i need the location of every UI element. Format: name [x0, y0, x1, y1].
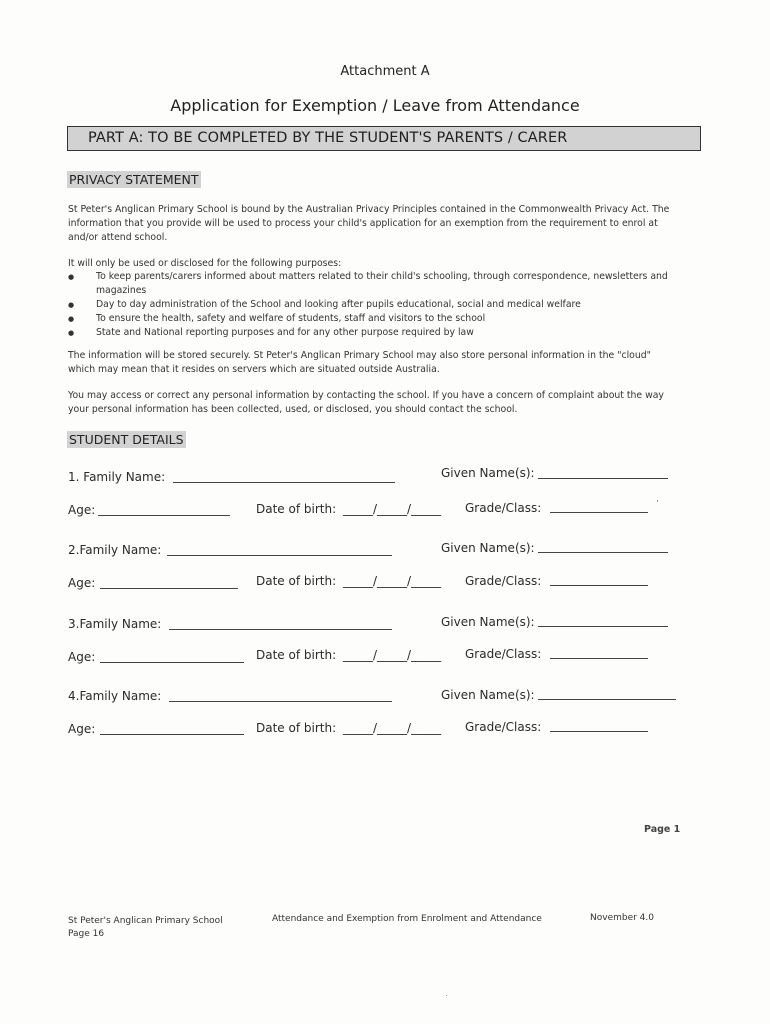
age-label: Age: — [68, 576, 96, 590]
access-text: You may access or correct any personal information by contacting the school. If you have a concern of complaint about the way your personal information has been collected, used, or disclosed, you should contact the school. — [68, 390, 664, 415]
part-a-banner — [67, 126, 701, 151]
family-name-label: 3.Family Name: — [68, 617, 162, 631]
footer-doc-title: Attendance and Exemption from Enrolment and Attendance — [272, 914, 542, 924]
purposes-list — [68, 270, 680, 340]
family-name-label: 4.Family Name: — [68, 689, 162, 703]
storage-statement — [68, 349, 680, 377]
dob-field[interactable]: _____/_____/_____ — [343, 648, 442, 662]
student-details-heading: STUDENT DETAILS — [69, 432, 184, 447]
grade-field[interactable] — [550, 585, 648, 586]
given-name-field[interactable] — [538, 478, 668, 479]
age-field[interactable] — [100, 662, 244, 663]
given-name-label: Given Name(s): — [441, 615, 535, 629]
purposes-intro-text: It will only be used or disclosed for the following purposes: — [68, 258, 342, 269]
family-name-field[interactable] — [169, 629, 392, 630]
part-a-label: PART A: TO BE COMPLETED BY THE STUDENT'S PARENTS / CARER — [88, 130, 568, 146]
family-name-label: 1. Family Name: — [68, 470, 166, 484]
document-title: Application for Exemption / Leave from Attendance — [170, 96, 580, 115]
scan-speck — [446, 995, 447, 996]
grade-field[interactable] — [550, 731, 648, 732]
family-name-label: 2.Family Name: — [68, 543, 162, 557]
grade-field[interactable] — [550, 658, 648, 659]
grade-field[interactable] — [550, 512, 648, 513]
dob-label: Date of birth: — [256, 574, 337, 588]
scan-speck — [657, 500, 658, 502]
age-field[interactable] — [100, 588, 238, 589]
family-name-field[interactable] — [173, 482, 395, 483]
list-item: ● To keep parents/carers informed about matters related to their child's schooling, through correspondence, newsletters and magazines — [68, 270, 680, 298]
privacy-intro — [68, 203, 680, 245]
given-name-field[interactable] — [538, 699, 676, 700]
family-name-field[interactable] — [167, 555, 392, 556]
storage-text: The information will be stored securely. St Peter's Anglican Primary School may also store personal information in the "cloud" which may mean that it resides on servers which are situated outside Australia. — [68, 350, 651, 375]
grade-label: Grade/Class: — [465, 574, 542, 588]
dob-label: Date of birth: — [256, 721, 337, 735]
footer-version: November 4.0 — [590, 913, 654, 923]
grade-label: Grade/Class: — [465, 720, 542, 734]
list-item: ● To ensure the health, safety and welfare of students, staff and visitors to the school — [68, 312, 680, 326]
dob-field[interactable]: _____/_____/_____ — [343, 721, 442, 735]
dob-field[interactable]: _____/_____/_____ — [343, 574, 442, 588]
age-label: Age: — [68, 503, 96, 517]
dob-field[interactable]: _____/_____/_____ — [343, 502, 442, 516]
footer-page: Page 16 — [68, 929, 105, 939]
age-field[interactable] — [100, 734, 244, 735]
dob-label: Date of birth: — [256, 648, 337, 662]
given-name-label: Given Name(s): — [441, 466, 535, 480]
access-statement — [68, 389, 680, 417]
given-name-label: Given Name(s): — [441, 688, 535, 702]
given-name-field[interactable] — [538, 552, 668, 553]
attachment-label: Attachment A — [340, 64, 430, 79]
grade-label: Grade/Class: — [465, 647, 542, 661]
age-label: Age: — [68, 650, 96, 664]
footer-school-block — [68, 915, 223, 941]
given-name-field[interactable] — [538, 626, 668, 627]
grade-label: Grade/Class: — [465, 501, 542, 515]
purposes-intro — [68, 257, 680, 271]
age-field[interactable] — [98, 515, 230, 516]
given-name-label: Given Name(s): — [441, 541, 535, 555]
page-number-badge: Page 1 — [644, 824, 681, 835]
family-name-field[interactable] — [169, 701, 392, 702]
list-item: ● Day to day administration of the School and looking after pupils educational, social and medical welfare — [68, 298, 680, 312]
dob-label: Date of birth: — [256, 502, 337, 516]
list-item: ● State and National reporting purposes and for any other purpose required by law — [68, 326, 680, 340]
privacy-intro-text: St Peter's Anglican Primary School is bound by the Australian Privacy Principles contained in the Commonwealth Privacy Act. The information that you provide will be used to process your child's application for an exemption from the requirement to enrol at and/or attend school. — [68, 204, 670, 243]
footer-school: St Peter's Anglican Primary School — [68, 916, 223, 926]
age-label: Age: — [68, 722, 96, 736]
privacy-heading: PRIVACY STATEMENT — [69, 172, 199, 187]
